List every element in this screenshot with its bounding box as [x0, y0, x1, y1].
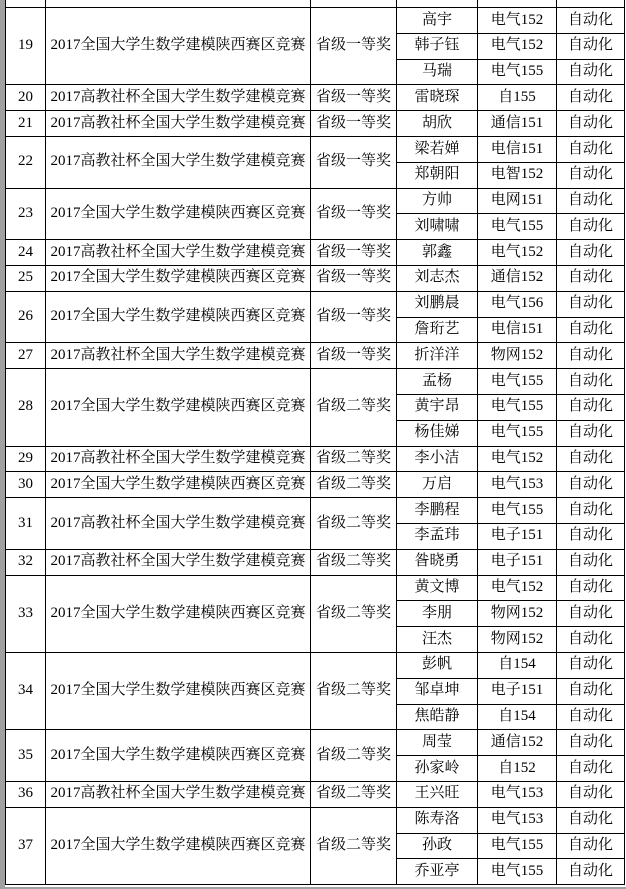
- major-cell[interactable]: 自动化: [557, 85, 625, 111]
- student-name-cell[interactable]: 刘志杰: [397, 265, 478, 291]
- award-cell[interactable]: 省级一等奖: [311, 265, 397, 291]
- class-cell[interactable]: 电信151: [478, 317, 557, 343]
- class-cell[interactable]: 电气153: [478, 807, 557, 833]
- student-name-cell[interactable]: 汪杰: [397, 627, 478, 653]
- table-row: [6, 730, 625, 756]
- competition-cell[interactable]: 2017高教社杯全国大学生数学建模竞赛: [46, 498, 311, 550]
- award-cell[interactable]: 省级一等奖: [311, 111, 397, 137]
- competition-cell[interactable]: 2017高教社杯全国大学生数学建模竞赛: [46, 136, 311, 188]
- major-cell[interactable]: 自动化: [557, 859, 625, 885]
- award-cell[interactable]: 省级二等奖: [311, 730, 397, 782]
- row-number-cell[interactable]: 34: [6, 652, 46, 729]
- row-number-cell[interactable]: 22: [6, 136, 46, 188]
- class-cell[interactable]: 通信152: [478, 265, 557, 291]
- award-cell[interactable]: 省级一等奖: [311, 85, 397, 111]
- class-cell[interactable]: 物网152: [478, 343, 557, 369]
- row-number-cell[interactable]: 19: [6, 8, 46, 85]
- major-cell[interactable]: 自动化: [557, 33, 625, 59]
- major-cell[interactable]: 自动化: [557, 704, 625, 730]
- class-cell[interactable]: 电气155: [478, 498, 557, 524]
- student-name-cell[interactable]: 黄文博: [397, 575, 478, 601]
- award-cell[interactable]: 省级二等奖: [311, 446, 397, 472]
- class-cell[interactable]: 电气152: [478, 575, 557, 601]
- class-cell[interactable]: 电气152: [478, 240, 557, 266]
- row-number-cell[interactable]: 31: [6, 498, 46, 550]
- class-cell[interactable]: 物网152: [478, 627, 557, 653]
- awards-table-body: [6, 0, 625, 885]
- major-cell[interactable]: 自动化: [557, 781, 625, 807]
- major-cell[interactable]: 自动化: [557, 162, 625, 188]
- award-cell[interactable]: 省级一等奖: [311, 8, 397, 85]
- major-cell[interactable]: 自动化: [557, 472, 625, 498]
- student-name-cell[interactable]: 乔亚亭: [397, 859, 478, 885]
- class-cell[interactable]: 电气155: [478, 394, 557, 420]
- class-cell[interactable]: 自154: [478, 652, 557, 678]
- major-cell[interactable]: 自动化: [557, 394, 625, 420]
- class-cell[interactable]: 电气152: [478, 33, 557, 59]
- major-cell[interactable]: 自动化: [557, 627, 625, 653]
- student-name-cell[interactable]: 詹珩艺: [397, 317, 478, 343]
- award-cell[interactable]: 省级二等奖: [311, 472, 397, 498]
- row-number-cell[interactable]: 20: [6, 85, 46, 111]
- student-name-cell[interactable]: 孙政: [397, 833, 478, 859]
- major-cell[interactable]: 自动化: [557, 678, 625, 704]
- row-number-cell[interactable]: 36: [6, 781, 46, 807]
- class-cell[interactable]: 电网151: [478, 188, 557, 214]
- row-number-cell[interactable]: 32: [6, 549, 46, 575]
- class-cell[interactable]: 电子151: [478, 523, 557, 549]
- partial-cell: [311, 0, 397, 8]
- student-name-cell[interactable]: 彭帆: [397, 652, 478, 678]
- class-cell[interactable]: 自155: [478, 85, 557, 111]
- table-row: [6, 472, 625, 498]
- student-name-cell[interactable]: 孙家岭: [397, 756, 478, 782]
- row-number-cell[interactable]: 24: [6, 240, 46, 266]
- partial-cell: [6, 0, 46, 8]
- student-name-cell[interactable]: 马瑞: [397, 59, 478, 85]
- major-cell[interactable]: 自动化: [557, 291, 625, 317]
- competition-cell[interactable]: 2017高教社杯全国大学生数学建模竞赛: [46, 549, 311, 575]
- table-row: [6, 575, 625, 601]
- student-name-cell[interactable]: 梁若婵: [397, 136, 478, 162]
- major-cell[interactable]: 自动化: [557, 730, 625, 756]
- major-cell[interactable]: 自动化: [557, 136, 625, 162]
- class-cell[interactable]: 电气152: [478, 8, 557, 34]
- class-cell[interactable]: 电气153: [478, 472, 557, 498]
- award-cell[interactable]: 省级一等奖: [311, 291, 397, 343]
- row-number-cell[interactable]: 27: [6, 343, 46, 369]
- major-cell[interactable]: 自动化: [557, 420, 625, 446]
- competition-cell[interactable]: 2017全国大学生数学建模陕西赛区竞赛: [46, 730, 311, 782]
- student-name-cell[interactable]: 折洋洋: [397, 343, 478, 369]
- row-number-cell[interactable]: 30: [6, 472, 46, 498]
- class-cell[interactable]: 电气155: [478, 859, 557, 885]
- major-cell[interactable]: 自动化: [557, 807, 625, 833]
- partial-cell: [478, 0, 557, 8]
- student-name-cell[interactable]: 李鹏程: [397, 498, 478, 524]
- student-name-cell[interactable]: 胡欣: [397, 111, 478, 137]
- major-cell[interactable]: 自动化: [557, 523, 625, 549]
- student-name-cell[interactable]: 刘鹏晨: [397, 291, 478, 317]
- student-name-cell[interactable]: 陈寿洛: [397, 807, 478, 833]
- major-cell[interactable]: 自动化: [557, 188, 625, 214]
- student-name-cell[interactable]: 郑朝阳: [397, 162, 478, 188]
- student-name-cell[interactable]: 高宇: [397, 8, 478, 34]
- class-cell[interactable]: 自152: [478, 756, 557, 782]
- major-cell[interactable]: 自动化: [557, 446, 625, 472]
- award-cell[interactable]: 省级二等奖: [311, 369, 397, 446]
- class-cell[interactable]: 电信151: [478, 136, 557, 162]
- row-number-cell[interactable]: 21: [6, 111, 46, 137]
- competition-cell[interactable]: 2017高教社杯全国大学生数学建模竞赛: [46, 111, 311, 137]
- award-cell[interactable]: 省级一等奖: [311, 136, 397, 188]
- row-number-cell[interactable]: 25: [6, 265, 46, 291]
- major-cell[interactable]: 自动化: [557, 317, 625, 343]
- class-cell[interactable]: 电气155: [478, 214, 557, 240]
- table-row: [6, 8, 625, 34]
- student-name-cell[interactable]: 李朋: [397, 601, 478, 627]
- table-row: [6, 136, 625, 162]
- partial-cell: [557, 0, 625, 8]
- class-cell[interactable]: 电气155: [478, 59, 557, 85]
- row-number-cell[interactable]: 35: [6, 730, 46, 782]
- competition-cell[interactable]: 2017高教社杯全国大学生数学建模竞赛: [46, 446, 311, 472]
- class-cell[interactable]: 电气155: [478, 369, 557, 395]
- row-number-cell[interactable]: 28: [6, 369, 46, 446]
- table-row: [6, 549, 625, 575]
- major-cell[interactable]: 自动化: [557, 240, 625, 266]
- class-cell[interactable]: 电气155: [478, 420, 557, 446]
- partial-cell: [397, 0, 478, 8]
- table-row: [6, 652, 625, 678]
- competition-cell[interactable]: 2017全国大学生数学建模陕西赛区竞赛: [46, 652, 311, 729]
- competition-cell[interactable]: 2017全国大学生数学建模陕西赛区竞赛: [46, 575, 311, 652]
- major-cell[interactable]: 自动化: [557, 833, 625, 859]
- major-cell[interactable]: 自动化: [557, 59, 625, 85]
- class-cell[interactable]: 通信152: [478, 730, 557, 756]
- row-number-cell[interactable]: 26: [6, 291, 46, 343]
- competition-cell[interactable]: 2017全国大学生数学建模陕西赛区竞赛: [46, 369, 311, 446]
- class-cell[interactable]: 电智152: [478, 162, 557, 188]
- award-cell[interactable]: 省级一等奖: [311, 240, 397, 266]
- student-name-cell[interactable]: 李小洁: [397, 446, 478, 472]
- major-cell[interactable]: 自动化: [557, 265, 625, 291]
- award-cell[interactable]: 省级一等奖: [311, 343, 397, 369]
- row-number-cell[interactable]: 33: [6, 575, 46, 652]
- competition-cell[interactable]: 2017高教社杯全国大学生数学建模竞赛: [46, 85, 311, 111]
- student-name-cell[interactable]: 昝晓勇: [397, 549, 478, 575]
- student-name-cell[interactable]: 雷晓琛: [397, 85, 478, 111]
- table-row: [6, 446, 625, 472]
- award-cell[interactable]: 省级二等奖: [311, 498, 397, 550]
- partial-row: [6, 0, 625, 8]
- student-name-cell[interactable]: 刘啸啸: [397, 214, 478, 240]
- student-name-cell[interactable]: 邹卓坤: [397, 678, 478, 704]
- student-name-cell[interactable]: 李孟玮: [397, 523, 478, 549]
- table-row: [6, 807, 625, 833]
- student-name-cell[interactable]: 黄宇昂: [397, 394, 478, 420]
- competition-cell[interactable]: 2017全国大学生数学建模陕西赛区竞赛: [46, 8, 311, 85]
- student-name-cell[interactable]: 孟杨: [397, 369, 478, 395]
- class-cell[interactable]: 物网152: [478, 601, 557, 627]
- award-cell[interactable]: 省级二等奖: [311, 575, 397, 652]
- award-cell[interactable]: 省级二等奖: [311, 549, 397, 575]
- award-cell[interactable]: 省级二等奖: [311, 652, 397, 729]
- student-name-cell[interactable]: 万启: [397, 472, 478, 498]
- student-name-cell[interactable]: 韩子钰: [397, 33, 478, 59]
- competition-cell[interactable]: 2017全国大学生数学建模陕西赛区竞赛: [46, 807, 311, 884]
- student-name-cell[interactable]: 郭鑫: [397, 240, 478, 266]
- major-cell[interactable]: 自动化: [557, 601, 625, 627]
- major-cell[interactable]: 自动化: [557, 369, 625, 395]
- table-row: [6, 291, 625, 317]
- competition-cell[interactable]: 2017全国大学生数学建模陕西赛区竞赛: [46, 265, 311, 291]
- row-number-cell[interactable]: 29: [6, 446, 46, 472]
- major-cell[interactable]: 自动化: [557, 652, 625, 678]
- student-name-cell[interactable]: 杨佳娣: [397, 420, 478, 446]
- student-name-cell[interactable]: 焦皓静: [397, 704, 478, 730]
- competition-cell[interactable]: 2017全国大学生数学建模陕西赛区竞赛: [46, 291, 311, 343]
- class-cell[interactable]: 电子151: [478, 678, 557, 704]
- table-row: [6, 369, 625, 395]
- competition-cell[interactable]: 2017全国大学生数学建模陕西赛区竞赛: [46, 188, 311, 240]
- class-cell[interactable]: 通信151: [478, 111, 557, 137]
- partial-cell: [46, 0, 311, 8]
- table-row: [6, 188, 625, 214]
- class-cell[interactable]: 电子151: [478, 549, 557, 575]
- student-name-cell[interactable]: 方帅: [397, 188, 478, 214]
- major-cell[interactable]: 自动化: [557, 8, 625, 34]
- major-cell[interactable]: 自动化: [557, 214, 625, 240]
- competition-cell[interactable]: 2017高教社杯全国大学生数学建模竞赛: [46, 240, 311, 266]
- table-row: [6, 498, 625, 524]
- competition-cell[interactable]: 2017全国大学生数学建模陕西赛区竞赛: [46, 472, 311, 498]
- class-cell[interactable]: 电气156: [478, 291, 557, 317]
- table-row: [6, 85, 625, 111]
- major-cell[interactable]: 自动化: [557, 343, 625, 369]
- award-cell[interactable]: 省级一等奖: [311, 188, 397, 240]
- major-cell[interactable]: 自动化: [557, 575, 625, 601]
- competition-cell[interactable]: 2017高教社杯全国大学生数学建模竞赛: [46, 781, 311, 807]
- major-cell[interactable]: 自动化: [557, 756, 625, 782]
- table-row: [6, 781, 625, 807]
- class-cell[interactable]: 电气153: [478, 781, 557, 807]
- table-row: [6, 265, 625, 291]
- awards-table: [5, 0, 625, 885]
- competition-cell[interactable]: 2017高教社杯全国大学生数学建模竞赛: [46, 343, 311, 369]
- student-name-cell[interactable]: 周莹: [397, 730, 478, 756]
- class-cell[interactable]: 电气155: [478, 833, 557, 859]
- major-cell[interactable]: 自动化: [557, 498, 625, 524]
- student-name-cell[interactable]: 王兴旺: [397, 781, 478, 807]
- class-cell[interactable]: 自154: [478, 704, 557, 730]
- table-row: [6, 343, 625, 369]
- class-cell[interactable]: 电气152: [478, 446, 557, 472]
- award-cell[interactable]: 省级二等奖: [311, 807, 397, 884]
- award-cell[interactable]: 省级二等奖: [311, 781, 397, 807]
- table-row: [6, 111, 625, 137]
- major-cell[interactable]: 自动化: [557, 549, 625, 575]
- row-number-cell[interactable]: 23: [6, 188, 46, 240]
- major-cell[interactable]: 自动化: [557, 111, 625, 137]
- row-number-cell[interactable]: 37: [6, 807, 46, 884]
- table-row: [6, 240, 625, 266]
